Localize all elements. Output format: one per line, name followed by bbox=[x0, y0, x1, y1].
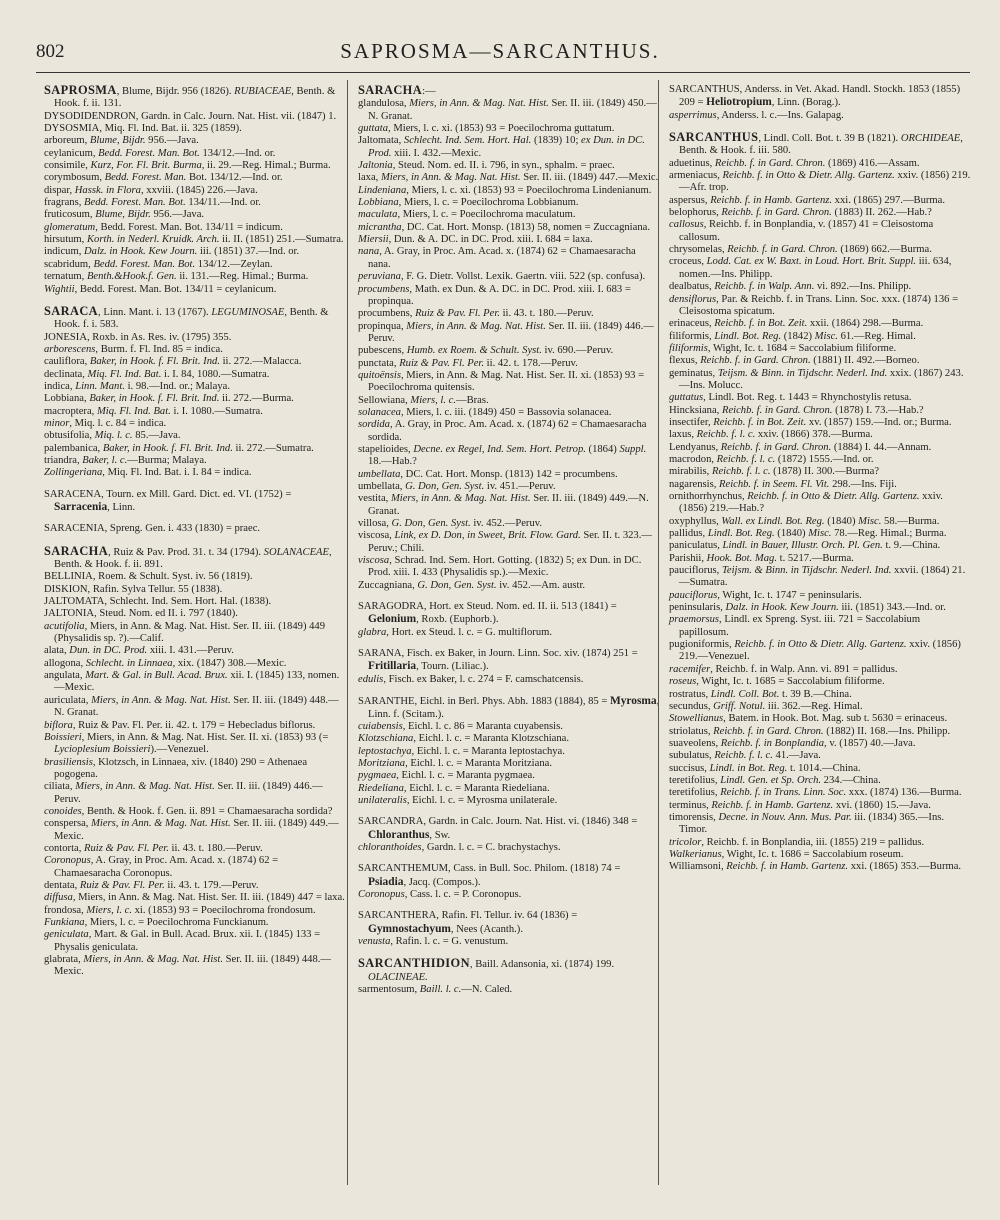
entry-gap bbox=[44, 480, 346, 489]
dictionary-entry: macroptera, Miq. Fl. Ind. Bat. i. I. 1080.—Sumatra. bbox=[44, 405, 263, 417]
dictionary-entry: teretifolius, Reichb. f. in Trans. Linn. Soc. xxx. (1874) 136.—Burma. bbox=[669, 787, 962, 799]
dictionary-entry: edulis, Fisch. ex Baker, l. c. 274 = F. camschatcensis. bbox=[358, 673, 584, 685]
dictionary-entry: auriculata, Miers, in Ann. & Mag. Nat. Hist. Ser. II. iii. (1849) 448.—N. Granat. bbox=[44, 694, 339, 719]
dictionary-entry: nagarensis, Reichb. f. in Seem. Fl. Vit. 298.—Ins. Fiji. bbox=[669, 478, 897, 490]
dictionary-entry: propinqua, Miers, in Ann. & Mag. Nat. Hist. Ser. II. iii. (1849) 446.—Peruv. bbox=[358, 320, 654, 344]
dictionary-entry: hirsutum, Korth. in Nederl. Kruidk. Arch. ii. II. (1851) 251.—Sumatra. bbox=[44, 234, 344, 246]
entry-gap bbox=[44, 514, 346, 523]
dictionary-entry: secundus, Griff. Notul. iii. 362.—Reg. Himal. bbox=[669, 700, 863, 712]
dictionary-entry: fruticosum, Blume, Bijdr. 956.—Java. bbox=[44, 209, 205, 221]
dictionary-entry: croceus, Lodd. Cat. ex W. Baxt. in Loud. Hort. Brit. Suppl. iii. 634, nomen.—Ins. Philipp. bbox=[669, 256, 952, 280]
dictionary-entry: ornithorrhynchus, Reichb. f. in Otto & Dietr. Allg. Gartenz. xxiv. (1856) 219.—Hab.? bbox=[669, 491, 943, 515]
entry-gap bbox=[358, 807, 660, 816]
dictionary-entry: terminus, Reichb. f. in Hamb. Gartenz. xvi. (1860) 15.—Java. bbox=[669, 799, 931, 811]
dictionary-entry: scabridum, Bedd. Forest. Man. Bot. 134/12.—Zeylan. bbox=[44, 258, 273, 270]
column-3 bbox=[669, 84, 971, 874]
dictionary-entry: Riedeliana, Eichl. l. c. = Maranta Riedeliana. bbox=[358, 782, 550, 794]
dictionary-entry: obtusifolia, Miq. l. c. 85.—Java. bbox=[44, 430, 181, 442]
dictionary-entry: declinata, Miq. Fl. Ind. Bat. i. I. 84, 1080.—Sumatra. bbox=[44, 368, 270, 380]
dictionary-entry: SARACHA, Ruiz & Pav. Prod. 31. t. 34 (1794). SOLANACEAE, Benth. & Hook. f. ii. 891. bbox=[44, 543, 332, 571]
dictionary-entry: palembanica, Baker, in Hook. f. Fl. Brit. Ind. ii. 272.—Sumatra. bbox=[44, 442, 314, 454]
dictionary-entry: biflora, Ruiz & Pav. Fl. Per. ii. 42. t. 179 = Hebecladus biflorus. bbox=[44, 719, 316, 731]
dictionary-entry: laxa, Miers, in Ann. & Mag. Nat. Hist. Ser. II. iii. (1849) 447.—Mexic. bbox=[358, 172, 659, 184]
dictionary-entry: peninsularis, Dalz. in Hook. Kew Journ. iii. (1851) 343.—Ind. or. bbox=[669, 602, 946, 614]
dictionary-entry: Williamsoni, Reichb. f. in Hamb. Gartenz. xxi. (1865) 353.—Burma. bbox=[669, 861, 962, 873]
dictionary-entry: DYSOSMIA, Miq. Fl. Ind. Bat. ii. 325 (1859). bbox=[44, 123, 242, 135]
dictionary-entry: Moritziana, Eichl. l. c. = Maranta Moritziana. bbox=[358, 757, 552, 769]
dictionary-entry: cuiabensis, Eichl. l. c. 86 = Maranta cuyabensis. bbox=[358, 720, 563, 732]
dictionary-entry: fragrans, Bedd. Forest. Man. Bot. 134/11.—Ind. or. bbox=[44, 197, 261, 209]
dictionary-entry: asperrimus, Anderss. l. c.—Ins. Galapag. bbox=[669, 109, 844, 121]
dictionary-entry: viscosa, Schrad. Ind. Sem. Hort. Gotting. (1832) 5; ex Dun. in DC. Prod. xiii. I. 433 (Physalidis sp.).—Mexic. bbox=[358, 555, 642, 579]
entry-gap bbox=[358, 592, 660, 601]
dictionary-entry: Boissieri, Miers, in Ann. & Mag. Nat. Hist. Ser. II. xi. (1853) 93 (= Lycioplesium Boissieri).—Venezuel. bbox=[44, 731, 329, 756]
dictionary-entry: racemifer, Reichb. f. in Walp. Ann. vi. 891 = pallidus. bbox=[669, 663, 898, 675]
entry-gap bbox=[358, 854, 660, 863]
dictionary-entry: diffusa, Miers, in Ann. & Mag. Nat. Hist. Ser. II. iii. (1849) 447 = laxa. bbox=[44, 892, 345, 904]
dictionary-entry: macrodon, Reichb. f. l. c. (1872) 1555.—Ind. or. bbox=[669, 453, 874, 465]
dictionary-entry: SARACA, Linn. Mant. i. 13 (1767). LEGUMINOSAE, Benth. & Hook. f. i. 583. bbox=[44, 303, 329, 331]
dictionary-entry: Lendyanus, Reichb. f. in Gard. Chron. (1884) I. 44.—Annam. bbox=[669, 441, 932, 453]
dictionary-entry: SARCANTHIDION, Baill. Adansonia, xi. (1874) 199. OLACINEAE. bbox=[358, 956, 615, 983]
dictionary-entry: armeniacus, Reichb. f. in Otto & Dietr. Allg. Gartenz. xxiv. (1856) 219.—Afr. trop. bbox=[669, 170, 971, 194]
dictionary-entry: Klotzschiana, Eichl. l. c. = Maranta Klotzschiana. bbox=[358, 733, 570, 745]
dictionary-entry: allogona, Schlecht. in Linnaea, xix. (1847) 308.—Mexic. bbox=[44, 657, 287, 669]
dictionary-entry: DISKION, Rafin. Sylva Tellur. 55 (1838). bbox=[44, 583, 223, 595]
dictionary-entry: rostratus, Lindl. Coll. Bot. t. 39 B.—China. bbox=[669, 688, 852, 700]
dictionary-entry: SARACENIA, Spreng. Gen. i. 433 (1830) = praec. bbox=[44, 523, 261, 535]
dictionary-entry: laxus, Reichb. f. l. c. xxiv. (1866) 378.—Burma. bbox=[669, 429, 873, 441]
dictionary-entry: Hincksiana, Reichb. f. in Gard. Chron. (1878) I. 73.—Hab.? bbox=[669, 404, 924, 416]
dictionary-entry: glabra, Hort. ex Steud. l. c. = G. multiflorum. bbox=[358, 626, 553, 638]
dictionary-entry: Zollingeriana, Miq. Fl. Ind. Bat. i. I. 84 = indica. bbox=[44, 467, 252, 479]
dictionary-entry: chloranthoides, Gardn. l. c. = C. brachystachys. bbox=[358, 841, 561, 853]
dictionary-entry: umbellata, G. Don, Gen. Syst. iv. 451.—Peruv. bbox=[358, 481, 556, 492]
dictionary-entry: maculata, Miers, l. c. = Poecilochroma maculatum. bbox=[358, 209, 576, 221]
page-number: 802 bbox=[36, 41, 65, 62]
dictionary-entry: corymbosum, Bedd. Forest. Man. Bot. 134/12.—Ind. or. bbox=[44, 172, 283, 184]
dictionary-entry: punctata, Ruiz & Pav. Fl. Per. ii. 42. t. 178.—Peruv. bbox=[358, 357, 578, 369]
dictionary-entry: mirabilis, Reichb. f. l. c. (1878) II. 300.—Burma? bbox=[669, 466, 880, 478]
dictionary-entry: insectifer, Reichb. f. in Bot. Zeit. xv. (1857) 159.—Ind. or.; Burma. bbox=[669, 416, 952, 428]
dictionary-entry: villosa, G. Don, Gen. Syst. iv. 452.—Peruv. bbox=[358, 518, 543, 530]
entry-gap bbox=[358, 901, 660, 910]
dictionary-entry: filiformis, Wight, Ic. t. 1684 = Saccolabium filiforme. bbox=[669, 342, 897, 354]
dictionary-entry: indicum, Dalz. in Hook. Kew Journ. iii. (1851) 37.—Ind. or. bbox=[44, 246, 300, 258]
dictionary-entry: succisus, Lindl. in Bot. Reg. t. 1014.—China. bbox=[669, 762, 861, 774]
dictionary-entry: arboreum, Blume, Bijdr. 956.—Java. bbox=[44, 135, 199, 147]
dictionary-entry: SARACHA:— bbox=[358, 83, 436, 97]
entry-gap bbox=[358, 686, 660, 695]
dictionary-entry: procumbens, Math. ex Dun. & A. DC. in DC. Prod. xiii. I. 683 = propinqua. bbox=[358, 283, 631, 307]
dictionary-entry: JALTONIA, Steud. Nom. ed II. i. 797 (1840). bbox=[44, 608, 238, 620]
dictionary-entry: indica, Linn. Mant. i. 98.—Ind. or.; Malaya. bbox=[44, 380, 230, 392]
dictionary-entry: conspersa, Miers, in Ann. & Mag. Nat. Hist. Ser. II. iii. (1849) 449.—Mexic. bbox=[44, 818, 339, 842]
dictionary-entry: SARAGODRA, Hort. ex Steud. Nom. ed. II. ii. 513 (1841) = Gelonium, Roxb. (Euphorb.). bbox=[358, 601, 617, 626]
dictionary-entry: guttata, Miers, l. c. xi. (1853) 93 = Poecilochroma guttatum. bbox=[358, 123, 615, 135]
dictionary-entry: geniculata, Mart. & Gal. in Bull. Acad. Brux. xii. I. (1845) 133 = Physalis geniculata. bbox=[44, 929, 321, 953]
dictionary-entry: flexus, Reichb. f. in Gard. Chron. (1881) II. 492.—Borneo. bbox=[669, 355, 920, 367]
dictionary-entry: roseus, Wight, Ic. t. 1685 = Saccolabium filiforme. bbox=[669, 676, 885, 688]
dictionary-entry: belophorus, Reichb. f. in Gard. Chron. (1883) II. 262.—Hab.? bbox=[669, 207, 932, 219]
dictionary-entry: Coronopus, A. Gray, in Proc. Am. Acad. x. (1874) 62 = Chamaesaracha Coronopus. bbox=[44, 855, 279, 879]
dictionary-entry: dispar, Hassk. in Flora, xxviii. (1845) 226.—Java. bbox=[44, 184, 258, 196]
dictionary-entry: SARCANTHERA, Rafin. Fl. Tellur. iv. 64 (1836) = Gymnostachyum, Nees (Acanth.). bbox=[358, 910, 578, 935]
dictionary-entry: Jaltonia, Steud. Nom. ed. II. i. 796, in syn., sphalm. = praec. bbox=[358, 160, 615, 172]
dictionary-entry: angulata, Mart. & Gal. in Bull. Acad. Brux. xii. I. (1845) 133, nomen.—Mexic. bbox=[44, 670, 340, 694]
dictionary-entry: pugioniformis, Reichb. f. in Otto & Dietr. Allg. Gartenz. xxiv. (1856) 219.—Venezuel. bbox=[669, 639, 961, 663]
dictionary-entry: consimile, Kurz, For. Fl. Brit. Burma, ii. 29.—Reg. Himal.; Burma. bbox=[44, 160, 331, 172]
dictionary-entry: guttatus, Lindl. Bot. Reg. t. 1443 = Rhynchostylis retusa. bbox=[669, 392, 912, 404]
dictionary-entry: dentata, Ruiz & Pav. Fl. Per. ii. 43. t. 179.—Peruv. bbox=[44, 879, 259, 891]
dictionary-entry: Walkerianus, Wight, Ic. t. 1686 = Saccolabium roseum. bbox=[669, 848, 904, 860]
dictionary-entry: stapelioides, Decne. ex Regel, Ind. Sem. Hort. Petrop. (1864) Suppl. 18.—Hab.? bbox=[358, 443, 647, 468]
dictionary-entry: minor, Miq. l. c. 84 = indica. bbox=[44, 417, 167, 429]
dictionary-entry: micrantha, DC. Cat. Hort. Monsp. (1813) 58, nomen = Zuccagniana. bbox=[358, 221, 650, 233]
dictionary-entry: umbellata, DC. Cat. Hort. Monsp. (1813) 142 = procumbens. bbox=[358, 468, 618, 480]
dictionary-entry: quitoënsis, Miers, in Ann. & Mag. Nat. Hist. Ser. II. xi. (1853) 93 = Poecilochroma quitensis. bbox=[358, 369, 645, 394]
dictionary-entry: Coronopus, Cass. l. c. = P. Coronopus. bbox=[358, 888, 522, 900]
dictionary-entry: suaveolens, Reichb. f. in Bonplandia, v. (1857) 40.—Java. bbox=[669, 737, 916, 749]
dictionary-entry: Zuccagniana, G. Don, Gen. Syst. iv. 452.—Am. austr. bbox=[358, 579, 586, 591]
dictionary-entry: pallidus, Lindl. Bot. Reg. (1840) Misc. 78.—Reg. Himal.; Burma. bbox=[669, 528, 947, 540]
dictionary-entry: geminatus, Teijsm. & Binn. in Tijdschr. Nederl. Ind. xxix. (1867) 243.—Ins. Molucc. bbox=[669, 367, 964, 391]
dictionary-entry: Lobbiana, Baker, in Hook. f. Fl. Brit. Ind. ii. 272.—Burma. bbox=[44, 393, 294, 405]
dictionary-entry: DYSODIDENDRON, Gardn. in Calc. Journ. Nat. Hist. vii. (1847) 1. bbox=[44, 110, 337, 122]
dictionary-entry: BELLINIA, Roem. & Schult. Syst. iv. 56 (1819). bbox=[44, 571, 253, 583]
dictionary-entry: Parishii, Hook. Bot. Mag. t. 5217.—Burma. bbox=[669, 552, 854, 564]
dictionary-entry: SARCANDRA, Gardn. in Calc. Journ. Nat. Hist. vi. (1846) 348 = Chloranthus, Sw. bbox=[358, 816, 638, 841]
dictionary-entry: nana, A. Gray, in Proc. Am. Acad. x. (1874) 62 = Chamaesaracha nana. bbox=[358, 246, 636, 270]
dictionary-entry: Stowellianus, Batem. in Hook. Bot. Mag. sub t. 5630 = erinaceus. bbox=[669, 713, 948, 725]
dictionary-entry: SARCANTHEMUM, Cass. in Bull. Soc. Philom. (1818) 74 = Psiadia, Jacq. (Compos.). bbox=[358, 863, 621, 888]
dictionary-entry: pygmaea, Eichl. l. c. = Maranta pygmaea. bbox=[358, 770, 535, 782]
dictionary-entry: conoides, Benth. & Hook. f. Gen. ii. 891 = Chamaesaracha sordida? bbox=[44, 805, 333, 817]
dictionary-entry: triandra, Baker, l. c.—Burma; Malaya. bbox=[44, 454, 207, 466]
dictionary-entry: glabrata, Miers, in Ann. & Mag. Nat. Hist. Ser. II. iii. (1849) 448.—Mexic. bbox=[44, 954, 332, 978]
dictionary-entry: densiflorus, Par. & Reichb. f. in Trans. Linn. Soc. xxx. (1874) 136 = Cleisostoma spicatum. bbox=[669, 293, 959, 317]
dictionary-entry: Sellowiana, Miers, l. c.—Bras. bbox=[358, 394, 489, 406]
dictionary-entry: glandulosa, Miers, in Ann. & Mag. Nat. Hist. Ser. II. iii. (1849) 450.—N. Granat. bbox=[358, 98, 657, 122]
dictionary-entry: praemorsus, Lindl. ex Spreng. Syst. iii. 721 = Saccolabium papillosum. bbox=[669, 614, 921, 638]
header-rule bbox=[36, 72, 970, 73]
dictionary-entry: ternatum, Benth.&Hook.f. Gen. ii. 131.—Reg. Himal.; Burma. bbox=[44, 271, 309, 283]
dictionary-entry: ceylanicum, Bedd. Forest. Man. Bot. 134/12.—Ind. or. bbox=[44, 147, 276, 159]
dictionary-entry: pauciflorus, Wight, Ic. t. 1747 = peninsularis. bbox=[669, 589, 862, 601]
dictionary-entry: erinaceus, Reichb. f. in Bot. Zeit. xxii. (1864) 298.—Burma. bbox=[669, 318, 924, 330]
dictionary-entry: Lobbiana, Miers, l. c. = Poecilochroma Lobbianum. bbox=[358, 197, 579, 209]
entry-gap bbox=[358, 639, 660, 648]
dictionary-entry: procumbens, Ruiz & Pav. Fl. Per. ii. 43. t. 180.—Peruv. bbox=[358, 308, 594, 320]
dictionary-entry: alata, Dun. in DC. Prod. xiii. I. 431.—Peruv. bbox=[44, 645, 234, 657]
dictionary-entry: SARANA, Fisch. ex Baker, in Journ. Linn. Soc. xiv. (1874) 251 = Fritillaria, Tourn. (Liliac.). bbox=[358, 648, 638, 673]
dictionary-entry: cauliflora, Baker, in Hook. f. Fl. Brit. Ind. ii. 272.—Malacca. bbox=[44, 356, 302, 368]
dictionary-entry: brasiliensis, Klotzsch, in Linnaea, xiv. (1840) 290 = Athenaea pogogena. bbox=[44, 756, 308, 780]
dictionary-entry: arborescens, Burm. f. Fl. Ind. 85 = indica. bbox=[44, 343, 223, 355]
dictionary-entry: SARANTHE, Eichl. in Berl. Phys. Abh. 1883 (1884), 85 = Myrosma, Linn. f. (Scitam.). bbox=[358, 695, 660, 720]
dictionary-entry: striolatus, Reichb. f. in Gard. Chron. (1882) II. 168.—Ins. Philipp. bbox=[669, 725, 951, 737]
dictionary-entry: peruviana, F. G. Dietr. Vollst. Lexik. Gaertn. viii. 522 (sp. confusa). bbox=[358, 271, 646, 283]
dictionary-entry: glomeratum, Bedd. Forest. Man. Bot. 134/11 = indicum. bbox=[44, 221, 283, 233]
dictionary-entry: pauciflorus, Teijsm. & Binn. in Tijdschr. Nederl. Ind. xxvii. (1864) 21.—Sumatra. bbox=[669, 565, 966, 589]
dictionary-entry: aduetinus, Reichb. f. in Gard. Chron. (1869) 416.—Assam. bbox=[669, 157, 920, 169]
dictionary-entry: Jaltomata, Schlecht. Ind. Sem. Hort. Hal. (1839) 10; ex Dun. in DC. Prod. xiii. I. 432.—Mexic. bbox=[358, 135, 645, 159]
column-divider bbox=[347, 80, 348, 1185]
dictionary-entry: dealbatus, Reichb. f. in Walp. Ann. vi. 892.—Ins. Philipp. bbox=[669, 281, 912, 293]
dictionary-entry: JALTOMATA, Schlecht. Ind. Sem. Hort. Hal. (1838). bbox=[44, 596, 272, 608]
dictionary-entry: leptostachya, Eichl. l. c. = Maranta leptostachya. bbox=[358, 745, 565, 757]
dictionary-entry: SARCANTHUS, Lindl. Coll. Bot. t. 39 B (1821). ORCHIDEAE, Benth. & Hook. f. iii. 580. bbox=[669, 130, 963, 157]
dictionary-entry: venusta, Rafin. l. c. = G. venustum. bbox=[358, 936, 509, 947]
dictionary-entry: subulatus, Reichb. f. l. c. 41.—Java. bbox=[669, 750, 821, 762]
dictionary-entry: pubescens, Humb. ex Roem. & Schult. Syst. iv. 690.—Peruv. bbox=[358, 345, 614, 357]
dictionary-entry: tricolor, Reichb. f. in Bonplandia, iii. (1855) 219 = pallidus. bbox=[669, 836, 925, 848]
dictionary-entry: Lindeniana, Miers, l. c. xi. (1853) 93 = Poecilochroma Lindenianum. bbox=[358, 184, 652, 196]
dictionary-entry: timorensis, Decne. in Nouv. Ann. Mus. Par. iii. (1834) 365.—Ins. Timor. bbox=[669, 811, 945, 836]
dictionary-entry: filiformis, Lindl. Bot. Reg. (1842) Misc. 61.—Reg. Himal. bbox=[669, 330, 916, 342]
column-1 bbox=[44, 84, 346, 979]
dictionary-entry: solanacea, Miers, l. c. iii. (1849) 450 = Bassovia solanacea. bbox=[358, 406, 612, 418]
dictionary-entry: viscosa, Link, ex D. Don, in Sweet, Brit. Flow. Gard. Ser. II. t. 323.—Peruv.; Chili. bbox=[358, 530, 652, 554]
column-2 bbox=[358, 84, 660, 996]
dictionary-entry: callosus, Reichb. f. in Bonplandia, v. (1857) 41 = Cleisostoma callosum. bbox=[669, 219, 934, 243]
dictionary-entry: vestita, Miers, in Ann. & Mag. Nat. Hist. Ser. II. iii. (1849) 449.—N. Granat. bbox=[358, 493, 649, 517]
dictionary-entry: SARCANTHUS, Anderss. in Vet. Akad. Handl. Stockh. 1853 (1855) 209 = Heliotropium, Linn. (Borag.). bbox=[669, 84, 961, 109]
dictionary-entry: sarmentosum, Baill. l. c.—N. Caled. bbox=[358, 984, 513, 996]
running-head: SAPROSMA—SARCANTHUS. bbox=[340, 39, 660, 63]
dictionary-entry: oxyphyllus, Wall. ex Lindl. Bot. Reg. (1840) Misc. 58.—Burma. bbox=[669, 515, 940, 527]
dictionary-entry: JONESIA, Roxb. in As. Res. iv. (1795) 355. bbox=[44, 331, 232, 343]
dictionary-entry: unilateralis, Eichl. l. c. = Myrosma unilaterale. bbox=[358, 794, 558, 806]
dictionary-entry: Miersii, Dun. & A. DC. in DC. Prod. xiii. I. 684 = laxa. bbox=[358, 234, 593, 246]
column-divider bbox=[658, 80, 659, 1185]
dictionary-entry: Funkiana, Miers, l. c. = Poecilochroma Funckianum. bbox=[44, 917, 269, 928]
dictionary-entry: sordida, A. Gray, in Proc. Am. Acad. x. (1874) 62 = Chamaesaracha sordida. bbox=[358, 419, 647, 443]
dictionary-entry: SAPROSMA, Blume, Bijdr. 956 (1826). RUBIACEAE, Benth. & Hook. f. ii. 131. bbox=[44, 83, 336, 110]
dictionary-entry: aspersus, Reichb. f. in Hamb. Gartenz. xxi. (1865) 297.—Burma. bbox=[669, 194, 946, 206]
dictionary-entry: Wightii, Bedd. Forest. Man. Bot. 134/11 = ceylanicum. bbox=[44, 283, 277, 295]
dictionary-entry: chrysomelas, Reichb. f. in Gard. Chron. (1869) 662.—Burma. bbox=[669, 244, 932, 256]
dictionary-entry: frondosa, Miers, l. c. xi. (1853) 93 = Poecilochroma frondosum. bbox=[44, 904, 316, 916]
dictionary-entry: contorta, Ruiz & Pav. Fl. Per. ii. 43. t. 180.—Peruv. bbox=[44, 842, 263, 854]
dictionary-entry: SARACENA, Tourn. ex Mill. Gard. Dict. ed. VI. (1752) = Sarracenia, Linn. bbox=[44, 488, 292, 513]
dictionary-entry: teretifolius, Lindl. Gen. et Sp. Orch. 234.—China. bbox=[669, 774, 881, 786]
dictionary-entry: paniculatus, Lindl. in Bauer, Illustr. Orch. Pl. Gen. t. 9.—China. bbox=[669, 540, 941, 552]
dictionary-entry: ciliata, Miers, in Ann. & Mag. Nat. Hist. Ser. II. iii. (1849) 446.—Peruv. bbox=[44, 781, 323, 805]
dictionary-entry: acutifolia, Miers, in Ann. & Mag. Nat. Hist. Ser. II. iii. (1849) 449 (Physalidis sp. ?).—Calif. bbox=[44, 620, 326, 645]
